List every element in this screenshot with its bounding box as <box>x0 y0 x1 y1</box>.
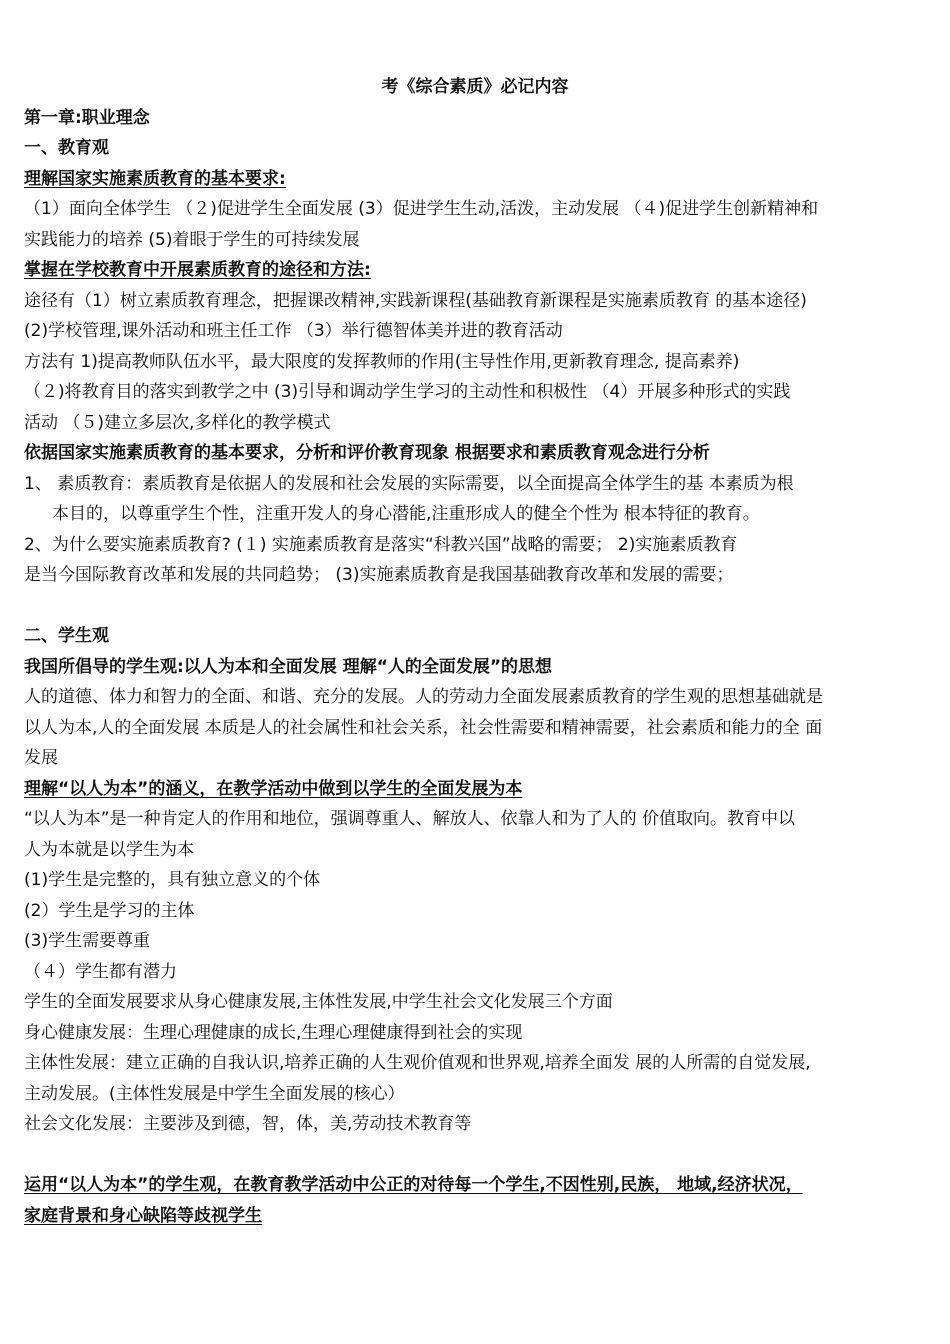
document-title: 考《综合素质》必记内容 <box>381 77 569 97</box>
paragraph-line: 身心健康发展：生理心理健康的成长,生理心理健康得到社会的实现 <box>24 1022 523 1043</box>
list-item: (1)学生是完整的，具有独立意义的个体 <box>24 870 321 890</box>
subheading-basic-requirements: 理解国家实施素质教育的基本要求: <box>24 168 286 189</box>
paragraph-line: 人的道德、体力和智力的全面、和谐、充分的发展。人的劳动力全面发展素质教育的学生观的思想基础就是 <box>24 687 823 707</box>
list-item: (2）学生是学习的主体 <box>24 900 195 921</box>
subheading-apply-people-oriented-cont: 家庭背景和身心缺陷等歧视学生 <box>24 1205 262 1226</box>
document-page <box>24 72 926 1231</box>
paragraph-line: (2)学校管理,课外活动和班主任工作 （3）举行德智体美并进的教育活动 <box>24 321 563 341</box>
paragraph-line: “以人为本”是一种肯定人的作用和地位，强调尊重人、解放人、依靠人和为了人的 价值取向。教育中以 <box>24 809 796 829</box>
blank-line <box>24 1140 926 1171</box>
subheading-analysis: 依据国家实施素质教育的基本要求，分析和评价教育现象 根据要求和素质教育观念进行分析 <box>24 443 710 463</box>
blank-line <box>24 591 926 622</box>
chapter-heading: 第一章:职业理念 <box>24 107 150 128</box>
paragraph-line: 社会文化发展：主要涉及到德，智，体，美,劳动技术教育等 <box>24 1114 472 1134</box>
paragraph-line: （1）面向全体学生 （２)促进学生全面发展 (3）促进学生生动,活泼，主动发展 （４)促进学生创新精神和 <box>24 199 819 219</box>
paragraph-line: 途径有（1）树立素质教育理念，把握课改精神,实践新课程(基础教育新课程是实施素质教育 的基本途径) <box>24 290 807 311</box>
subheading-apply-people-oriented: 运用“以人为本”的学生观，在教育教学活动中公正的对待每一个学生,不因性别,民族， 地域,经济状况， <box>24 1175 803 1195</box>
paragraph-line: 发展 <box>24 748 58 768</box>
paragraph-line: 主体性发展：建立正确的自我认识,培养正确的人生观价值观和世界观,培养全面发 展的人所需的自觉发展, <box>24 1053 811 1073</box>
paragraph-line: 人为本就是以学生为本 <box>24 839 194 860</box>
paragraph-line: 活动 （５)建立多层次,多样化的教学模式 <box>24 412 331 433</box>
subheading-advocated-view: 我国所倡导的学生观:以人为本和全面发展 理解“人的全面发展”的思想 <box>24 656 553 677</box>
section-heading-education-view: 一、教育观 <box>24 138 109 158</box>
paragraph-line: 1、 素质教育：素质教育是依据人的发展和社会发展的实际需要，以全面提高全体学生的基 本素质为根 <box>24 473 794 494</box>
paragraph-line: 主动发展。(主体性发展是中学生全面发展的核心） <box>24 1083 405 1104</box>
paragraph-line: 学生的全面发展要求从身心健康发展,主体性发展,中学生社会文化发展三个方面 <box>24 992 613 1012</box>
subheading-approaches-methods: 掌握在学校教育中开展素质教育的途径和方法: <box>24 260 371 280</box>
list-item: （４）学生都有潜力 <box>24 961 177 982</box>
subheading-people-oriented: 理解“以人为本”的涵义，在教学活动中做到以学生的全面发展为本 <box>24 778 523 799</box>
section-heading-student-view: 二、学生观 <box>24 626 109 646</box>
paragraph-line: （２)将教育目的落实到教学之中 (3)引导和调动学生学习的主动性和积极性 （4）开展多种形式的实践 <box>24 382 791 402</box>
paragraph-line: 本目的，以尊重学生个性，注重开发人的身心潜能,注重形成人的健全个性为 根本特征的教育。 <box>52 504 760 524</box>
paragraph-line: 是当今国际教育改革和发展的共同趋势； (3)实施素质教育是我国基础教育改革和发展的需要； <box>24 565 734 585</box>
paragraph-line: 2、为什么要实施素质教育? (１) 实施素质教育是落实“科教兴国”战略的需要； 2)实施素质教育 <box>24 534 738 555</box>
paragraph-line: 方法有 1)提高教师队伍水平，最大限度的发挥教师的作用(主导性作用,更新教育理念, 提高素养) <box>24 351 740 372</box>
list-item: (3)学生需要尊重 <box>24 931 151 951</box>
paragraph-line: 以人为本,人的全面发展 本质是人的社会属性和社会关系，社会性需要和精神需要，社会素质和能力的全 面 <box>24 717 823 738</box>
paragraph-line: 实践能力的培养 (5)着眼于学生的可持续发展 <box>24 229 360 250</box>
